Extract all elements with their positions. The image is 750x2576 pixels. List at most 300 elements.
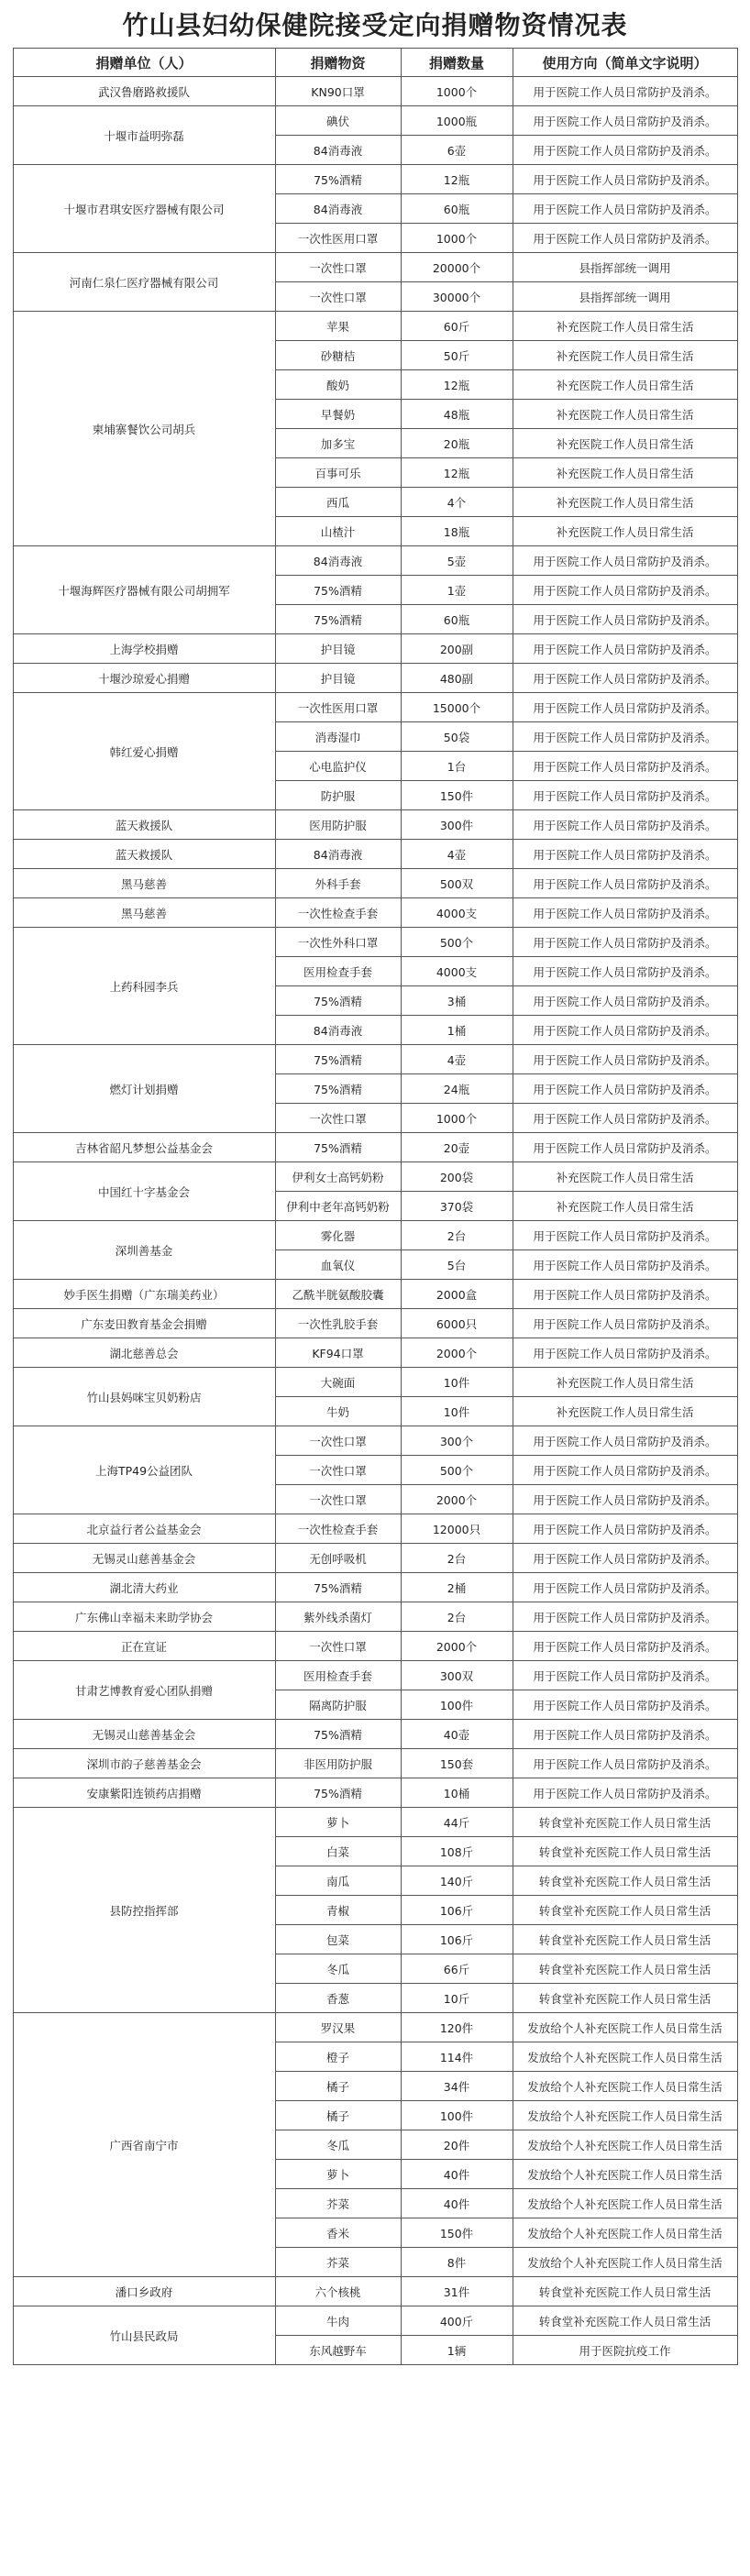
donor-cell: 吉林省韶凡梦想公益基金会	[13, 1133, 275, 1162]
item-cell: 一次性口罩	[275, 1104, 401, 1133]
item-cell: 雾化器	[275, 1221, 401, 1250]
quantity-cell: 2台	[401, 1221, 513, 1250]
table-row	[13, 1778, 737, 1808]
item-cell: 伊利女士高钙奶粉	[275, 1162, 401, 1192]
donor-cell: 广东麦田教育基金会捐赠	[13, 1309, 275, 1338]
quantity-cell: 1000个	[401, 224, 513, 253]
item-cell: 牛肉	[275, 2306, 401, 2336]
usage-cell: 用于医院工作人员日常防护及消杀。	[513, 194, 737, 224]
quantity-cell: 60斤	[401, 312, 513, 341]
usage-cell: 用于医院工作人员日常防护及消杀。	[513, 546, 737, 576]
quantity-cell: 2桶	[401, 1573, 513, 1602]
item-cell: 心电监护仪	[275, 752, 401, 781]
item-cell: 医用防护服	[275, 810, 401, 840]
quantity-cell: 60瓶	[401, 605, 513, 634]
item-cell: 医用检查手套	[275, 1661, 401, 1690]
quantity-cell: 24瓶	[401, 1074, 513, 1104]
usage-cell: 用于医院工作人员日常防护及消杀。	[513, 693, 737, 722]
table-row	[13, 1602, 737, 1632]
usage-cell: 转食堂补充医院工作人员日常生活	[513, 1925, 737, 1954]
donor-cell: 竹山县民政局	[13, 2306, 275, 2365]
table-row	[13, 693, 737, 722]
item-cell: 苹果	[275, 312, 401, 341]
quantity-cell: 300件	[401, 810, 513, 840]
quantity-cell: 2000个	[401, 1485, 513, 1514]
quantity-cell: 6000只	[401, 1309, 513, 1338]
quantity-cell: 200副	[401, 634, 513, 664]
table-row	[13, 1280, 737, 1309]
usage-cell: 用于医院工作人员日常防护及消杀。	[513, 1338, 737, 1368]
item-cell: 芥菜	[275, 2189, 401, 2218]
usage-cell: 用于医院工作人员日常防护及消杀。	[513, 1778, 737, 1808]
quantity-cell: 3桶	[401, 986, 513, 1016]
usage-cell: 用于医院工作人员日常防护及消杀。	[513, 1749, 737, 1778]
column-header-donor: 捐赠单位（人）	[13, 49, 275, 77]
usage-cell: 用于医院工作人员日常防护及消杀。	[513, 634, 737, 664]
item-cell: 一次性医用口罩	[275, 224, 401, 253]
quantity-cell: 2000个	[401, 1632, 513, 1661]
quantity-cell: 300个	[401, 1426, 513, 1456]
quantity-cell: 106斤	[401, 1925, 513, 1954]
usage-cell: 用于医院工作人员日常防护及消杀。	[513, 957, 737, 986]
table-row	[13, 1221, 737, 1250]
item-cell: 大碗面	[275, 1368, 401, 1397]
item-cell: 牛奶	[275, 1397, 401, 1426]
usage-cell: 发放给个人补充医院工作人员日常生活	[513, 2013, 737, 2042]
donor-cell: 上海TP49公益团队	[13, 1426, 275, 1514]
item-cell: 橘子	[275, 2072, 401, 2101]
column-header-item: 捐赠物资	[275, 49, 401, 77]
item-cell: 包菜	[275, 1925, 401, 1954]
table-row	[13, 1045, 737, 1074]
usage-cell: 用于医院工作人员日常防护及消杀。	[513, 986, 737, 1016]
quantity-cell: 1辆	[401, 2336, 513, 2365]
quantity-cell: 106斤	[401, 1896, 513, 1925]
quantity-cell: 40壶	[401, 1720, 513, 1749]
item-cell: 75%酒精	[275, 1074, 401, 1104]
quantity-cell: 10件	[401, 1368, 513, 1397]
item-cell: KF94口罩	[275, 1338, 401, 1368]
quantity-cell: 20壶	[401, 1133, 513, 1162]
quantity-cell: 4壶	[401, 840, 513, 869]
column-header-usage: 使用方向（简单文字说明）	[513, 49, 737, 77]
table-row	[13, 1368, 737, 1397]
item-cell: 橘子	[275, 2101, 401, 2130]
table-row	[13, 2306, 737, 2336]
quantity-cell: 140斤	[401, 1866, 513, 1896]
item-cell: 西瓜	[275, 488, 401, 517]
quantity-cell: 5壶	[401, 546, 513, 576]
usage-cell: 补充医院工作人员日常生活	[513, 341, 737, 370]
quantity-cell: 31件	[401, 2277, 513, 2306]
column-header-quantity: 捐赠数量	[401, 49, 513, 77]
item-cell: 一次性口罩	[275, 253, 401, 282]
item-cell: 百事可乐	[275, 458, 401, 488]
item-cell: 乙酰半胱氨酸胶囊	[275, 1280, 401, 1309]
item-cell: 一次性乳胶手套	[275, 1309, 401, 1338]
usage-cell: 用于医院工作人员日常防护及消杀。	[513, 224, 737, 253]
usage-cell: 用于医院工作人员日常防护及消杀。	[513, 1661, 737, 1690]
item-cell: 一次性口罩	[275, 282, 401, 312]
usage-cell: 用于医院工作人员日常防护及消杀。	[513, 1544, 737, 1573]
donor-cell: 无锡灵山慈善基金会	[13, 1544, 275, 1573]
table-row	[13, 1749, 737, 1778]
usage-cell: 用于医院工作人员日常防护及消杀。	[513, 810, 737, 840]
table-row	[13, 77, 737, 106]
quantity-cell: 44斤	[401, 1808, 513, 1837]
usage-cell: 用于医院工作人员日常防护及消杀。	[513, 1514, 737, 1544]
item-cell: 东风越野车	[275, 2336, 401, 2365]
item-cell: 75%酒精	[275, 605, 401, 634]
quantity-cell: 1000个	[401, 77, 513, 106]
quantity-cell: 2000盒	[401, 1280, 513, 1309]
quantity-cell: 114件	[401, 2042, 513, 2072]
quantity-cell: 40件	[401, 2160, 513, 2189]
item-cell: 六个核桃	[275, 2277, 401, 2306]
usage-cell: 用于医院工作人员日常防护及消杀。	[513, 1426, 737, 1456]
usage-cell: 用于医院工作人员日常防护及消杀。	[513, 1485, 737, 1514]
usage-cell: 用于医院工作人员日常防护及消杀。	[513, 1720, 737, 1749]
item-cell: 冬瓜	[275, 2130, 401, 2160]
donor-cell: 蓝天救援队	[13, 810, 275, 840]
page-title: 竹山县妇幼保健院接受定向捐赠物资情况表	[122, 10, 628, 40]
donor-cell: 武汉鲁磨路救援队	[13, 77, 275, 106]
usage-cell: 用于医院工作人员日常防护及消杀。	[513, 1309, 737, 1338]
quantity-cell: 10斤	[401, 1984, 513, 2013]
quantity-cell: 66斤	[401, 1954, 513, 1984]
item-cell: 一次性口罩	[275, 1426, 401, 1456]
table-row	[13, 810, 737, 840]
quantity-cell: 4000支	[401, 957, 513, 986]
usage-cell: 用于医院工作人员日常防护及消杀。	[513, 165, 737, 194]
item-cell: 无创呼吸机	[275, 1544, 401, 1573]
usage-cell: 用于医院工作人员日常防护及消杀。	[513, 664, 737, 693]
usage-cell: 转食堂补充医院工作人员日常生活	[513, 2306, 737, 2336]
quantity-cell: 480副	[401, 664, 513, 693]
usage-cell: 用于医院工作人员日常防护及消杀。	[513, 1632, 737, 1661]
quantity-cell: 1桶	[401, 1016, 513, 1045]
usage-cell: 转食堂补充医院工作人员日常生活	[513, 1954, 737, 1984]
quantity-cell: 12瓶	[401, 370, 513, 400]
donor-cell: 柬埔寨餐饮公司胡兵	[13, 312, 275, 546]
quantity-cell: 100件	[401, 2101, 513, 2130]
quantity-cell: 4壶	[401, 1045, 513, 1074]
quantity-cell: 150件	[401, 781, 513, 810]
item-cell: 碘伏	[275, 106, 401, 136]
usage-cell: 补充医院工作人员日常生活	[513, 1192, 737, 1221]
donor-cell: 黑马慈善	[13, 898, 275, 928]
item-cell: 青椒	[275, 1896, 401, 1925]
donor-cell: 妙手医生捐赠（广东瑞美药业）	[13, 1280, 275, 1309]
quantity-cell: 48瓶	[401, 400, 513, 429]
table-row	[13, 1133, 737, 1162]
item-cell: 防护服	[275, 781, 401, 810]
item-cell: 外科手套	[275, 869, 401, 898]
usage-cell: 用于医院工作人员日常防护及消杀。	[513, 1074, 737, 1104]
quantity-cell: 1台	[401, 752, 513, 781]
usage-cell: 用于医院工作人员日常防护及消杀。	[513, 1045, 737, 1074]
item-cell: 一次性口罩	[275, 1632, 401, 1661]
usage-cell: 转食堂补充医院工作人员日常生活	[513, 2277, 737, 2306]
item-cell: 一次性外科口罩	[275, 928, 401, 957]
table-row	[13, 1162, 737, 1192]
donation-table	[13, 48, 738, 2365]
quantity-cell: 500个	[401, 1456, 513, 1485]
donor-cell: 正在宣证	[13, 1632, 275, 1661]
table-row	[13, 1720, 737, 1749]
usage-cell: 补充医院工作人员日常生活	[513, 370, 737, 400]
usage-cell: 补充医院工作人员日常生活	[513, 1397, 737, 1426]
item-cell: 84消毒液	[275, 546, 401, 576]
donor-cell: 河南仁泉仁医疗器械有限公司	[13, 253, 275, 312]
quantity-cell: 150套	[401, 1749, 513, 1778]
usage-cell: 用于医院工作人员日常防护及消杀。	[513, 1456, 737, 1485]
donor-cell: 中国红十字基金会	[13, 1162, 275, 1221]
table-row	[13, 1573, 737, 1602]
usage-cell: 发放给个人补充医院工作人员日常生活	[513, 2072, 737, 2101]
item-cell: 75%酒精	[275, 1133, 401, 1162]
table-row	[13, 2277, 737, 2306]
item-cell: 75%酒精	[275, 1720, 401, 1749]
item-cell: 消毒湿巾	[275, 722, 401, 752]
item-cell: 一次性口罩	[275, 1485, 401, 1514]
usage-cell: 补充医院工作人员日常生活	[513, 1368, 737, 1397]
table-row	[13, 106, 737, 136]
quantity-cell: 2台	[401, 1602, 513, 1632]
item-cell: 75%酒精	[275, 1045, 401, 1074]
table-row	[13, 664, 737, 693]
item-cell: 萝卜	[275, 1808, 401, 1837]
usage-cell: 转食堂补充医院工作人员日常生活	[513, 1808, 737, 1837]
quantity-cell: 30000个	[401, 282, 513, 312]
quantity-cell: 12000只	[401, 1514, 513, 1544]
quantity-cell: 12瓶	[401, 165, 513, 194]
quantity-cell: 50袋	[401, 722, 513, 752]
donor-cell: 广东佛山幸福未来助学协会	[13, 1602, 275, 1632]
donor-cell: 十堰市君琪安医疗器械有限公司	[13, 165, 275, 253]
quantity-cell: 20瓶	[401, 429, 513, 458]
item-cell: 芥菜	[275, 2248, 401, 2277]
table-row	[13, 312, 737, 341]
usage-cell: 用于医院工作人员日常防护及消杀。	[513, 1573, 737, 1602]
usage-cell: 用于医院工作人员日常防护及消杀。	[513, 576, 737, 605]
usage-cell: 用于医院工作人员日常防护及消杀。	[513, 1250, 737, 1280]
table-row	[13, 253, 737, 282]
header-row	[13, 49, 737, 77]
usage-cell: 补充医院工作人员日常生活	[513, 400, 737, 429]
item-cell: 山楂汁	[275, 517, 401, 546]
item-cell: 罗汉果	[275, 2013, 401, 2042]
usage-cell: 用于医院工作人员日常防护及消杀。	[513, 1221, 737, 1250]
usage-cell: 用于医院工作人员日常防护及消杀。	[513, 1133, 737, 1162]
item-cell: 酸奶	[275, 370, 401, 400]
usage-cell: 补充医院工作人员日常生活	[513, 312, 737, 341]
usage-cell: 用于医院工作人员日常防护及消杀。	[513, 1104, 737, 1133]
usage-cell: 转食堂补充医院工作人员日常生活	[513, 1866, 737, 1896]
usage-cell: 用于医院工作人员日常防护及消杀。	[513, 1690, 737, 1720]
item-cell: 冬瓜	[275, 1954, 401, 1984]
usage-cell: 发放给个人补充医院工作人员日常生活	[513, 2248, 737, 2277]
table-row	[13, 1661, 737, 1690]
donor-cell: 潘口乡政府	[13, 2277, 275, 2306]
quantity-cell: 50斤	[401, 341, 513, 370]
quantity-cell: 10件	[401, 1397, 513, 1426]
item-cell: 非医用防护服	[275, 1749, 401, 1778]
item-cell: 护目镜	[275, 634, 401, 664]
quantity-cell: 108斤	[401, 1837, 513, 1866]
usage-cell: 用于医院工作人员日常防护及消杀。	[513, 106, 737, 136]
quantity-cell: 4000支	[401, 898, 513, 928]
donor-cell: 十堰沙琼爱心捐赠	[13, 664, 275, 693]
quantity-cell: 1000个	[401, 1104, 513, 1133]
usage-cell: 用于医院工作人员日常防护及消杀。	[513, 1280, 737, 1309]
item-cell: 加多宝	[275, 429, 401, 458]
table-row	[13, 928, 737, 957]
quantity-cell: 300双	[401, 1661, 513, 1690]
quantity-cell: 10桶	[401, 1778, 513, 1808]
usage-cell: 用于医院工作人员日常防护及消杀。	[513, 840, 737, 869]
quantity-cell: 6壶	[401, 136, 513, 165]
donor-cell: 蓝天救援队	[13, 840, 275, 869]
usage-cell: 补充医院工作人员日常生活	[513, 458, 737, 488]
usage-cell: 用于医院工作人员日常防护及消杀。	[513, 781, 737, 810]
item-cell: 香米	[275, 2218, 401, 2248]
usage-cell: 发放给个人补充医院工作人员日常生活	[513, 2130, 737, 2160]
donor-cell: 竹山县妈咪宝贝奶粉店	[13, 1368, 275, 1426]
usage-cell: 用于医院工作人员日常防护及消杀。	[513, 869, 737, 898]
usage-cell: 补充医院工作人员日常生活	[513, 429, 737, 458]
donor-cell: 甘肃艺博教育爱心团队捐赠	[13, 1661, 275, 1720]
usage-cell: 发放给个人补充医院工作人员日常生活	[513, 2042, 737, 2072]
quantity-cell: 20000个	[401, 253, 513, 282]
donor-cell: 燃灯计划捐赠	[13, 1045, 275, 1133]
table-row	[13, 869, 737, 898]
quantity-cell: 120件	[401, 2013, 513, 2042]
usage-cell: 发放给个人补充医院工作人员日常生活	[513, 2218, 737, 2248]
item-cell: 白菜	[275, 1837, 401, 1866]
usage-cell: 转食堂补充医院工作人员日常生活	[513, 1984, 737, 2013]
item-cell: 南瓜	[275, 1866, 401, 1896]
quantity-cell: 15000个	[401, 693, 513, 722]
donor-cell: 黑马慈善	[13, 869, 275, 898]
quantity-cell: 8件	[401, 2248, 513, 2277]
item-cell: 一次性医用口罩	[275, 693, 401, 722]
donor-cell: 县防控指挥部	[13, 1808, 275, 2013]
item-cell: 血氧仪	[275, 1250, 401, 1280]
item-cell: 医用检查手套	[275, 957, 401, 986]
item-cell: 84消毒液	[275, 136, 401, 165]
item-cell: 隔离防护服	[275, 1690, 401, 1720]
item-cell: 75%酒精	[275, 576, 401, 605]
donor-cell: 湖北清大药业	[13, 1573, 275, 1602]
item-cell: 75%酒精	[275, 1573, 401, 1602]
usage-cell: 用于医院工作人员日常防护及消杀。	[513, 77, 737, 106]
quantity-cell: 60瓶	[401, 194, 513, 224]
quantity-cell: 18瓶	[401, 517, 513, 546]
table-row	[13, 546, 737, 576]
item-cell: 砂糖桔	[275, 341, 401, 370]
donor-cell: 十堰海辉医疗器械有限公司胡拥军	[13, 546, 275, 634]
quantity-cell: 400斤	[401, 2306, 513, 2336]
item-cell: 早餐奶	[275, 400, 401, 429]
item-cell: 84消毒液	[275, 1016, 401, 1045]
usage-cell: 用于医院抗疫工作	[513, 2336, 737, 2365]
item-cell: 75%酒精	[275, 986, 401, 1016]
quantity-cell: 2000个	[401, 1338, 513, 1368]
donor-cell: 深圳市韵子慈善基金会	[13, 1749, 275, 1778]
item-cell: 一次性检查手套	[275, 898, 401, 928]
usage-cell: 用于医院工作人员日常防护及消杀。	[513, 136, 737, 165]
table-row	[13, 165, 737, 194]
quantity-cell: 200袋	[401, 1162, 513, 1192]
usage-cell: 县指挥部统一调用	[513, 253, 737, 282]
usage-cell: 县指挥部统一调用	[513, 282, 737, 312]
quantity-cell: 34件	[401, 2072, 513, 2101]
quantity-cell: 100件	[401, 1690, 513, 1720]
item-cell: 一次性检查手套	[275, 1514, 401, 1544]
usage-cell: 转食堂补充医院工作人员日常生活	[513, 1896, 737, 1925]
donor-cell: 上海学校捐赠	[13, 634, 275, 664]
item-cell: KN90口罩	[275, 77, 401, 106]
item-cell: 75%酒精	[275, 1778, 401, 1808]
usage-cell: 补充医院工作人员日常生活	[513, 1162, 737, 1192]
item-cell: 84消毒液	[275, 194, 401, 224]
donor-cell: 安康紫阳连锁药店捐赠	[13, 1778, 275, 1808]
usage-cell: 用于医院工作人员日常防护及消杀。	[513, 928, 737, 957]
usage-cell: 补充医院工作人员日常生活	[513, 517, 737, 546]
table-row	[13, 1808, 737, 1837]
item-cell: 84消毒液	[275, 840, 401, 869]
item-cell: 75%酒精	[275, 165, 401, 194]
table-row	[13, 898, 737, 928]
item-cell: 一次性口罩	[275, 1456, 401, 1485]
quantity-cell: 370袋	[401, 1192, 513, 1221]
item-cell: 紫外线杀菌灯	[275, 1602, 401, 1632]
table-row	[13, 1544, 737, 1573]
quantity-cell: 40件	[401, 2189, 513, 2218]
table-row	[13, 1309, 737, 1338]
usage-cell: 转食堂补充医院工作人员日常生活	[513, 1837, 737, 1866]
quantity-cell: 500双	[401, 869, 513, 898]
donor-cell: 上药科园李兵	[13, 928, 275, 1045]
donor-cell: 湖北慈善总会	[13, 1338, 275, 1368]
table-row	[13, 840, 737, 869]
usage-cell: 用于医院工作人员日常防护及消杀。	[513, 898, 737, 928]
table-row	[13, 2013, 737, 2042]
item-cell: 护目镜	[275, 664, 401, 693]
quantity-cell: 12瓶	[401, 458, 513, 488]
quantity-cell: 150件	[401, 2218, 513, 2248]
usage-cell: 用于医院工作人员日常防护及消杀。	[513, 1016, 737, 1045]
item-cell: 萝卜	[275, 2160, 401, 2189]
donor-cell: 广西省南宁市	[13, 2013, 275, 2277]
quantity-cell: 500个	[401, 928, 513, 957]
table-row	[13, 1514, 737, 1544]
quantity-cell: 4个	[401, 488, 513, 517]
quantity-cell: 5台	[401, 1250, 513, 1280]
donor-cell: 十堰市益明弥磊	[13, 106, 275, 165]
usage-cell: 发放给个人补充医院工作人员日常生活	[513, 2189, 737, 2218]
item-cell: 伊利中老年高钙奶粉	[275, 1192, 401, 1221]
usage-cell: 用于医院工作人员日常防护及消杀。	[513, 752, 737, 781]
usage-cell: 发放给个人补充医院工作人员日常生活	[513, 2160, 737, 2189]
usage-cell: 用于医院工作人员日常防护及消杀。	[513, 722, 737, 752]
table-row	[13, 1632, 737, 1661]
quantity-cell: 2台	[401, 1544, 513, 1573]
usage-cell: 补充医院工作人员日常生活	[513, 488, 737, 517]
donor-cell: 韩红爱心捐赠	[13, 693, 275, 810]
usage-cell: 用于医院工作人员日常防护及消杀。	[513, 1602, 737, 1632]
